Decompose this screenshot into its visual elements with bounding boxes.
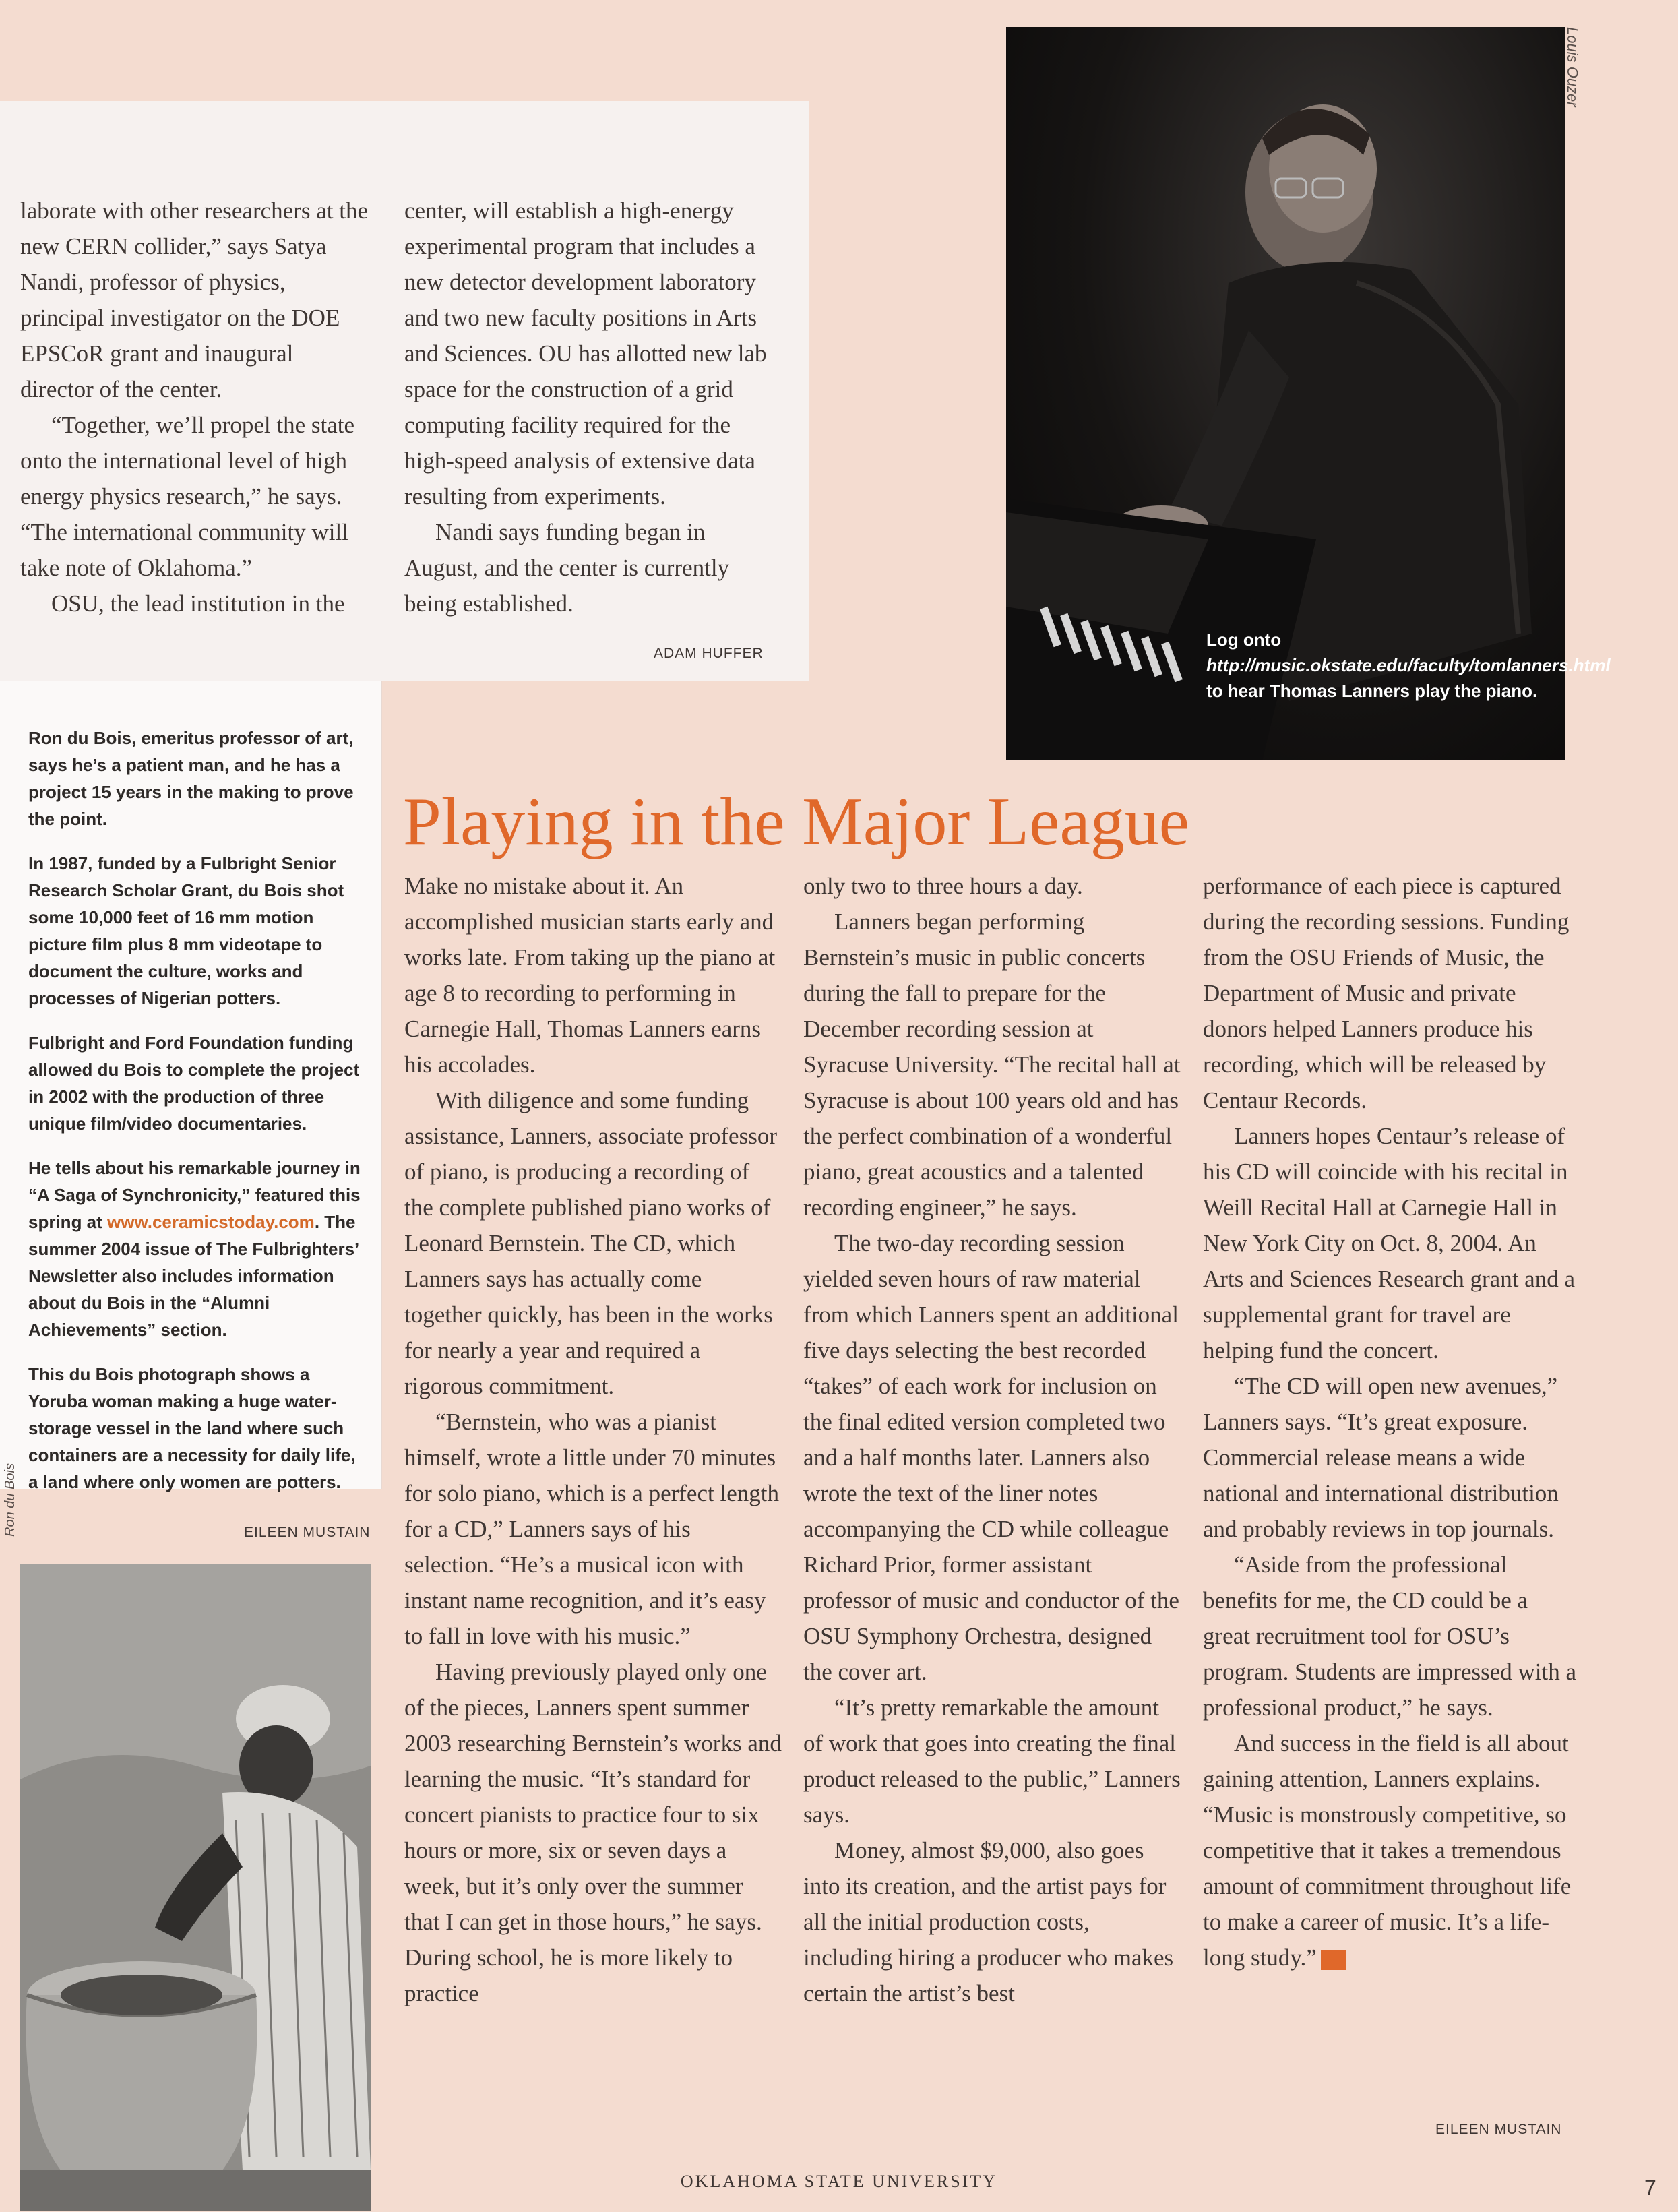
top-article-column-middle — [404, 193, 768, 621]
sidebar-text: He tells about his remarkable journey in “A Saga of Synchronicity,” featured this spring at — [28, 1158, 361, 1232]
sidebar-byline: EILEEN MUSTAIN — [244, 1525, 371, 1540]
piano-caption — [1206, 627, 1611, 704]
article-headline: Playing in the Major League — [403, 784, 1190, 860]
photo-credit-louis: Louis Ouzer — [1564, 27, 1581, 107]
paragraph: “Aside from the professional benefits for me, the CD could be a great recruitment tool for OSU’s program. Students are impressed with a professional product,” he says. — [1203, 1552, 1577, 1721]
music-website-link[interactable]: http://music.okstate.edu/faculty/tomlanners.html — [1206, 655, 1611, 675]
photo-credit-ron: Ron du Bois — [3, 1463, 18, 1537]
article-column-1 — [404, 868, 782, 2011]
page-number: 7 — [1644, 2176, 1656, 2200]
paragraph: “Together, we’ll propel the state onto the international level of high energy physics research,” he says. “The international community will take note of Oklahoma.” — [20, 412, 354, 581]
paragraph: “Bernstein, who was a pianist himself, wrote a little under 70 minutes for solo piano, which is a perfect length for a CD,” Lanners says of his selection. “He’s a musical icon with instant name recognition, and it’s easy to fall in love with his music.” — [404, 1409, 779, 1649]
sidebar-paragraph: Fulbright and Ford Foundation funding allowed du Bois to complete the project in 2002 with the production of three unique film/video documentaries. — [28, 1033, 360, 1134]
sidebar-paragraph — [28, 1155, 362, 1343]
du-bois-sidebar — [28, 725, 362, 1513]
paragraph: center, will establish a high-energy experimental program that includes a new detector development laboratory and two new faculty positions in Arts and Sciences. OU has allotted new lab space for the construction of a grid computing facility required for the high-speed analysis of extensive data resulting from experiments. — [404, 197, 767, 510]
potter-illustration — [20, 1564, 371, 2211]
paragraph: “The CD will open new avenues,” Lanners says. “It’s great exposure. Commercial release means a wide national and international distribution and probably reviews in top journals. — [1203, 1373, 1559, 1542]
paragraph: performance of each piece is captured during the recording sessions. Funding from the OSU Friends of Music, the Department of Music and private donors helped Lanners produce his recording, which will be released by Centaur Records. — [1203, 873, 1570, 1113]
potter-photo — [20, 1564, 371, 2211]
sidebar-paragraph: Ron du Bois, emeritus professor of art, says he’s a patient man, and he has a project 15 years in the making to prove the point. — [28, 728, 354, 829]
paragraph — [1203, 1725, 1580, 1975]
article-column-3 — [1203, 868, 1580, 1975]
caption-text: to hear Thomas Lanners play the piano. — [1206, 681, 1538, 701]
paragraph: OSU, the lead institution in the — [51, 590, 345, 617]
paragraph: “It’s pretty remarkable the amount of work that goes into creating the final product released to the public,” Lanners says. — [803, 1694, 1181, 1828]
sidebar-paragraph: This du Bois photograph shows a Yoruba woman making a huge water-storage vessel in the land where such containers are a necessity for daily life, a land where only women are potters. — [28, 1364, 356, 1492]
paragraph: only two to three hours a day. — [803, 873, 1083, 899]
paragraph-text: And success in the field is all about gaining attention, Lanners explains. “Music is monstrously competitive, so competitive that it takes a tremendous amount of commitment throughout life to make a career of music. It’s a life-long study.” — [1203, 1730, 1572, 1971]
paragraph: Money, almost $9,000, also goes into its creation, and the artist pays for all the initial production costs, including hiring a producer who makes certain the artist’s best — [803, 1837, 1174, 2006]
caption-text: Log onto — [1206, 629, 1282, 650]
paragraph: Having previously played only one of the pieces, Lanners spent summer 2003 researching Bernstein’s works and learning the music. “It’s standard for concert pianists to practice four to six hours or more, six or seven days a week, but it’s only over the summer that I can get in those hours,” he says. During school, he is more likely to practice — [404, 1659, 782, 2006]
paragraph: With diligence and some funding assistance, Lanners, associate professor of piano, is producing a recording of the complete published piano works of Leonard Bernstein. The CD, which Lanners says has actually come together quickly, has been in the works for nearly a year and required a rigorous commitment. — [404, 1087, 777, 1399]
paragraph: Nandi says funding began in August, and the center is currently being established. — [404, 519, 730, 617]
paragraph: laborate with other researchers at the new CERN collider,” says Satya Nandi, professor of physics, principal investigator on the DOE EPSCoR grant and inaugural director of the center. — [20, 197, 368, 402]
article-column-2 — [803, 868, 1181, 2011]
ceramicstoday-link[interactable]: www.ceramicstoday.com — [107, 1212, 315, 1232]
publication-footer: OKLAHOMA STATE UNIVERSITY — [680, 2172, 998, 2191]
paragraph: Lanners began performing Bernstein’s music in public concerts during the fall to prepare for the December recording session at Syracuse University. “The recital hall at Syracuse is about 100 years old and has the perfect combination of a wonderful piano, great acoustics and a talented recording engineer,” he says. — [803, 909, 1181, 1221]
top-article-column-left — [20, 193, 371, 621]
paragraph: The two-day recording session yielded seven hours of raw material from which Lanners spent an additional five days selecting the best recorded “takes” of each work for inclusion on the final edited version completed two and a half months later. Lanners also wrote the text of the liner notes accompanying the CD while colleague Richard Prior, former assistant professor of music and conductor of the OSU Symphony Orchestra, designed the cover art. — [803, 1230, 1179, 1685]
end-mark-icon — [1321, 1950, 1346, 1970]
paragraph: Lanners hopes Centaur’s release of his CD will coincide with his recital in Weill Recital Hall at Carnegie Hall in New York City on Oct. 8, 2004. An Arts and Sciences Research grant and a supplemental grant for travel are helping fund the concert. — [1203, 1123, 1576, 1363]
top-article-byline: ADAM HUFFER — [654, 646, 764, 661]
paragraph: Make no mistake about it. An accomplished musician starts early and works late. From taking up the piano at age 8 to recording to performing in Carnegie Hall, Thomas Lanners earns his accolades. — [404, 873, 776, 1078]
sidebar-paragraph: In 1987, funded by a Fulbright Senior Research Scholar Grant, du Bois shot some 10,000 feet of 16 mm motion picture film plus 8 mm videotape to document the culture, works and processes of Nigerian potters. — [28, 853, 344, 1008]
sidebar-text: . The summer 2004 issue of The Fulbrighters’ Newsletter also includes information about du Bois in the “Alumni Achievements” section. — [28, 1212, 359, 1340]
article-byline: EILEEN MUSTAIN — [1435, 2122, 1562, 2137]
